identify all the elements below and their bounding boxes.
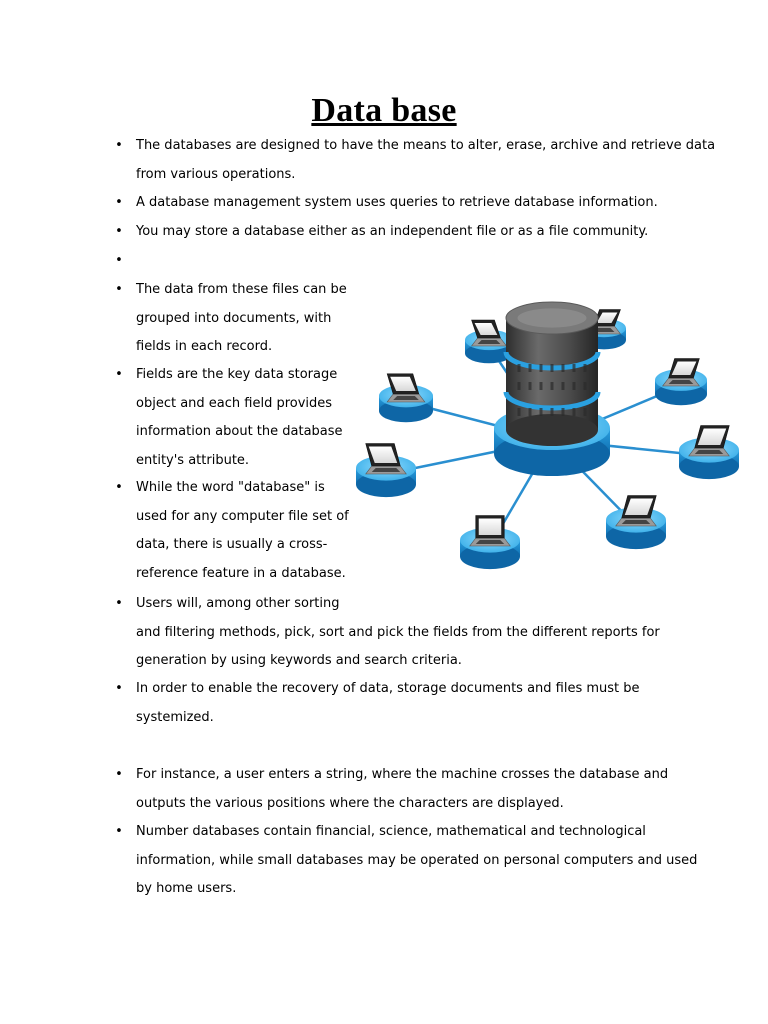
bullet-text [136, 675, 640, 732]
bullet-line: In order to enable the recovery of data, storage documents and files must be [136, 681, 640, 696]
bullet-line: by home users. [136, 881, 237, 897]
bullet-line: and filtering methods, pick, sort and pick the fields from the different reports for [136, 624, 660, 640]
bullet-line: information about the database [136, 424, 343, 440]
bullet-line: grouped into documents, with [136, 310, 332, 326]
bullet-line: The data from these files can be [136, 282, 347, 297]
bullet-text [136, 189, 658, 218]
bullet-line: data, there is usually a cross- [136, 537, 328, 553]
bullet-text [136, 761, 668, 818]
bullet-line: systemized. [136, 709, 214, 725]
bullet-marker: • [115, 253, 123, 268]
bullet-marker: • [115, 480, 123, 495]
bullet-line: outputs the various positions where the characters are displayed. [136, 795, 564, 811]
bullet-marker: • [115, 596, 123, 611]
bullet-marker: • [115, 224, 123, 239]
bullet-marker: • [115, 195, 123, 210]
database-network-illustration [354, 290, 748, 580]
client-node [379, 374, 433, 422]
bullet-line: entity's attribute. [136, 452, 250, 468]
bullet-marker: • [115, 824, 123, 839]
bullet-text [136, 590, 660, 676]
client-node [655, 359, 707, 406]
bullet-line: from various operations. [136, 166, 296, 182]
page-title: Data base [311, 92, 457, 129]
database-server-icon [494, 302, 610, 476]
bullet-marker: • [115, 367, 123, 382]
bullet-line: A database management system uses queries to retrieve database information. [136, 195, 658, 210]
bullet-line: For instance, a user enters a string, where the machine crosses the database and [136, 767, 669, 782]
bullet-text [136, 474, 349, 588]
bullet-line: Fields are the key data storage [136, 367, 338, 382]
bullet-line: The databases are designed to have the means to alter, erase, archive and retrieve data [136, 138, 716, 153]
bullet-marker: • [115, 138, 123, 153]
bullet-text [136, 361, 343, 475]
bullet-line: While the word "database" is [136, 480, 325, 495]
bullet-line: Number databases contain financial, science, mathematical and technological [136, 824, 646, 839]
bullet-marker: • [115, 681, 123, 696]
bullet-text [136, 818, 697, 904]
bullet-line: Users will, among other sorting [136, 596, 340, 611]
bullet-marker: • [115, 282, 123, 297]
bullet-line: reference feature in a database. [136, 565, 346, 581]
bullet-line: object and each field provides [136, 395, 333, 411]
bullet-line: information, while small databases may be operated on personal computers and used [136, 852, 698, 868]
bullet-marker: • [115, 767, 123, 782]
bullet-line: generation by using keywords and search criteria. [136, 653, 462, 669]
client-node [679, 426, 739, 480]
bullet-line: You may store a database either as an independent file or as a file community. [136, 224, 649, 239]
bullet-text [136, 276, 347, 362]
bullet-line: fields in each record. [136, 339, 273, 355]
client-node [460, 516, 520, 570]
client-node [356, 444, 416, 498]
bullet-line: used for any computer file set of [136, 508, 349, 524]
bullet-text [136, 218, 648, 247]
laptop-icon [470, 516, 511, 547]
bullet-text [136, 132, 715, 189]
